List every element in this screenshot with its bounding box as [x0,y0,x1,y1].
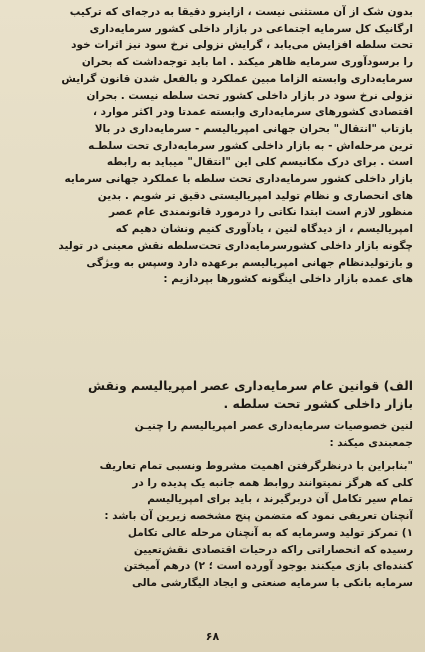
text-line: را برسودآوری سرمایه ظاهر میکند . اما باید توجه‌داشت که بحران [81,56,413,69]
text-line: اقتصادی کشورهای سرمایه‌داری وابسته عمدتا ودر اکثر موارد ، [93,106,413,119]
paragraph-1 [10,4,413,288]
section-heading [10,377,413,413]
text-line: های عمده بازار داخلی اینگونه کشورها بپردازیم : [163,273,413,286]
quote-line: آنچنان تعریفی نمود که متضمن پنج مشخصه زیرین آن باشد : [104,510,413,523]
text-line: و بازتولیدنظام جهانی امپریالیسم برعهده دارد وسپس به ویژگی [86,256,413,269]
text-line: سرمایه‌داری وابسته الزاما مبین عملکرد و بالفعل شدن قانون گرایش [61,72,413,85]
text-line: تحت سلطه افزایش می‌یابد ، گرایش نزولی نرخ سود نیز اثرات خود [71,39,413,52]
text-line: جمعبندی میکند : [329,436,413,449]
quote-line: تمام سیر تکامل آن دربرگیرند ، باید برای امپریالیسم [147,493,413,506]
quote-line: سرمایه بانکی با سرمایه صنعتی و ایجاد الیگارشی مالی [131,576,413,589]
text-line: است . برای درک مکانیسم کلی این "انتقال" میباید به رابطه [106,156,413,169]
quote-line: کننده‌ای بازی میکنند بوجود آورده است ؛ ۲) درهم آمیختن [123,560,413,573]
text-line: های انحصاری و نظام تولید امپریالیستی دقیق تر شویم . بدین [97,189,413,202]
page-number: ۶۸ [205,630,220,643]
quote-line: رسیده که انحصاراتی راکه درحیات اقتصادی نقش‌تعیین [133,543,413,556]
heading-line: بازار داخلی کشور تحت سلطه . [223,396,413,411]
quotation [10,458,413,592]
paragraph-2 [10,418,413,451]
quote-line: "بنابراین با درنظرگرفتن اهمیت مشروط ونسبی تمام تعاریف [99,460,413,472]
text-line: لنین خصوصیات سرمایه‌داری عصر امپریالیسم را چنیـن [134,420,413,432]
text-line: ترین مرحله‌اش - به بازار داخلی کشور سرمایه‌داری تحت سلطـه [88,139,413,152]
text-line: امپریالیسم ، از دیدگاه لنین ، یادآوری کنیم ونشان دهیم که [115,223,413,236]
text-line: بازتاب "انتقال" بحران جهانی امپریالیسم - سرمایه‌داری در بالا [94,122,413,135]
text-line: ارگانیک کل سرمایه اجتماعی در بازار داخلی کشور سرمایه‌داری [89,22,413,35]
text-line: منظور لازم است ابتدا نکاتی را درمورد قانونمندی عام عصر [109,206,413,219]
quote-line: ۱) تمرکز تولید وسرمایه که به آنچنان مرحله عالی تکامل [127,526,413,539]
text-line: نزولی نرخ سود در بازار داخلی کشور تحت سلطه نیست . بحران [86,89,413,102]
heading-line: الف) قوانین عام سرمایه‌داری عصر امپریالیسم ونقش [87,378,413,393]
text-line: بدون شک از آن مستثنی نیست ، ازاینرو دقیقا به درجه‌ای که ترکیب [69,6,413,18]
text-line: بازار داخلی کشور سرمایه‌داری تحت سلطه با عملکرد جهانی سرمایه [64,173,413,186]
text-line: چگونه بازار داخلی کشورسرمایه‌داری تحت‌سلطه نقش معینی در تولید [58,239,413,252]
quote-line: کلی که هرگز نمیتوانند روابط همه جانبه یک پدیده را در [132,476,413,489]
